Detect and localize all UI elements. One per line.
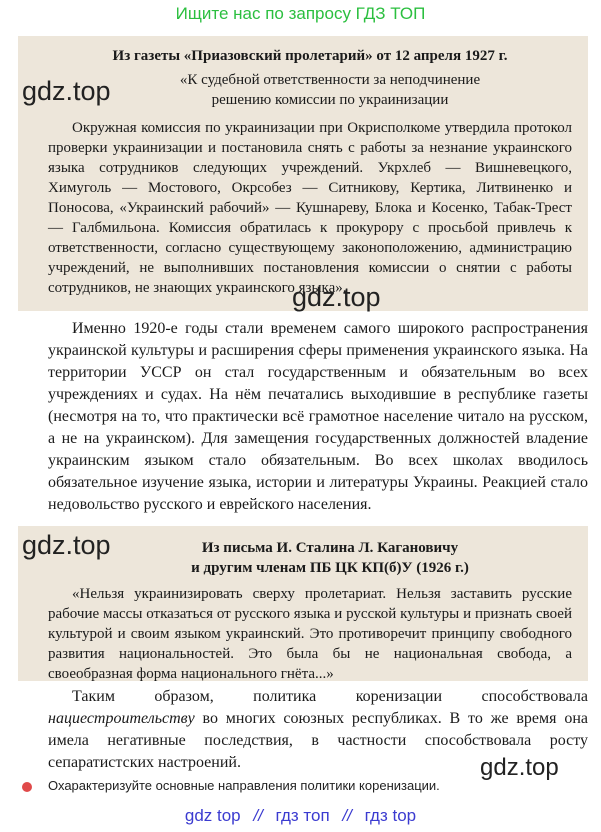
quote-subtitle-line1: «К судебной ответственности за неподчинение (179, 72, 481, 88)
footer-separator: // (253, 806, 263, 825)
paragraph2-emphasis: нациестроительству (48, 710, 195, 727)
footer-link-b[interactable]: гдз топ (275, 806, 330, 825)
footer-separator: // (342, 806, 352, 825)
top-banner: Ищите нас по запросу ГДЗ ТОП (175, 4, 426, 23)
watermark: gdz.top (480, 754, 559, 781)
letter-title-line2: и другим членам ПБ ЦК КП(б)У (1926 г.) (191, 560, 469, 576)
footer-links (0, 806, 601, 826)
watermark: gdz.top (22, 76, 111, 106)
watermark: gdz.top (292, 282, 381, 312)
body-paragraph-1: Именно 1920-е годы стали временем самого широкого распространения украинской культуры и расширения сферы применения украинского языка. На территории УССР он стал государственным и обязательным во всех учреждениях и судах. На нём печатались выходившие в республике газеты (несмотря на то, что практически всё грамотное население читало на русском, а не на украинском). Для замещения государственных должностей владение украинским языком стало обязательным. Во всех школах вводилось обязательное изучение языка, истории и литературы Украины. Реакцией стало недовольство русского и еврейского населения. (48, 320, 588, 513)
quote-box-text: Окружная комиссия по украинизации при Окрисполкоме утвердила протокол проверки украинизации и постановила снять с работы за незнание украинского языка сотрудников следующих учреждений. Укрхлеб — Вишневецкого, Химуголь — Мостового, Окрсобез — Ситникову, Кертика, Литвиненко и Поносова, «Украинский рабочий» — Кушнареву, Блока и Косенко, Табак-Трест — Галбмильона. Комиссия обратилась к прокурору с просьбой привлечь к ответственности, согласно существующему законоположению, администрацию учреждений, не выполнивших постановления комиссии о снятии с работы сотрудников, не знающих украинского языка». (48, 120, 572, 296)
quote-subtitle-line2: решению комиссии по украинизации (211, 92, 449, 108)
footer-link-a[interactable]: gdz top (184, 806, 241, 825)
quote-box-subtitle (88, 70, 572, 110)
footer-link-c[interactable]: гдз top (364, 806, 417, 825)
paragraph2-after: во многих союзных республиках. В то же время она имела негативные последствия, в частности способствовала росту сепаратистских настроений. (48, 710, 588, 771)
quote-box-title: Из газеты «Приазовский пролетарий» от 12 апреля 1927 г. (112, 48, 508, 64)
question-bullet-icon (22, 782, 32, 792)
watermark: gdz.top (22, 530, 111, 560)
letter-text: «Нельзя украинизировать сверху пролетариат. Нельзя заставить русские рабочие массы отказаться от русского языка и русской культуры и признать своей культурой и своим языком украинский. Это противоречит принципу свободного развития национальностей. Это была бы не национальная свобода, а своеобразная форма национального гнёта...» (48, 586, 572, 682)
letter-title-line1: Из письма И. Сталина Л. Кагановичу (201, 540, 459, 556)
question-text: Охарактеризуйте основные направления политики коренизации. (48, 778, 440, 793)
paragraph2-before: Таким образом, политика коренизации способствовала (72, 688, 588, 705)
